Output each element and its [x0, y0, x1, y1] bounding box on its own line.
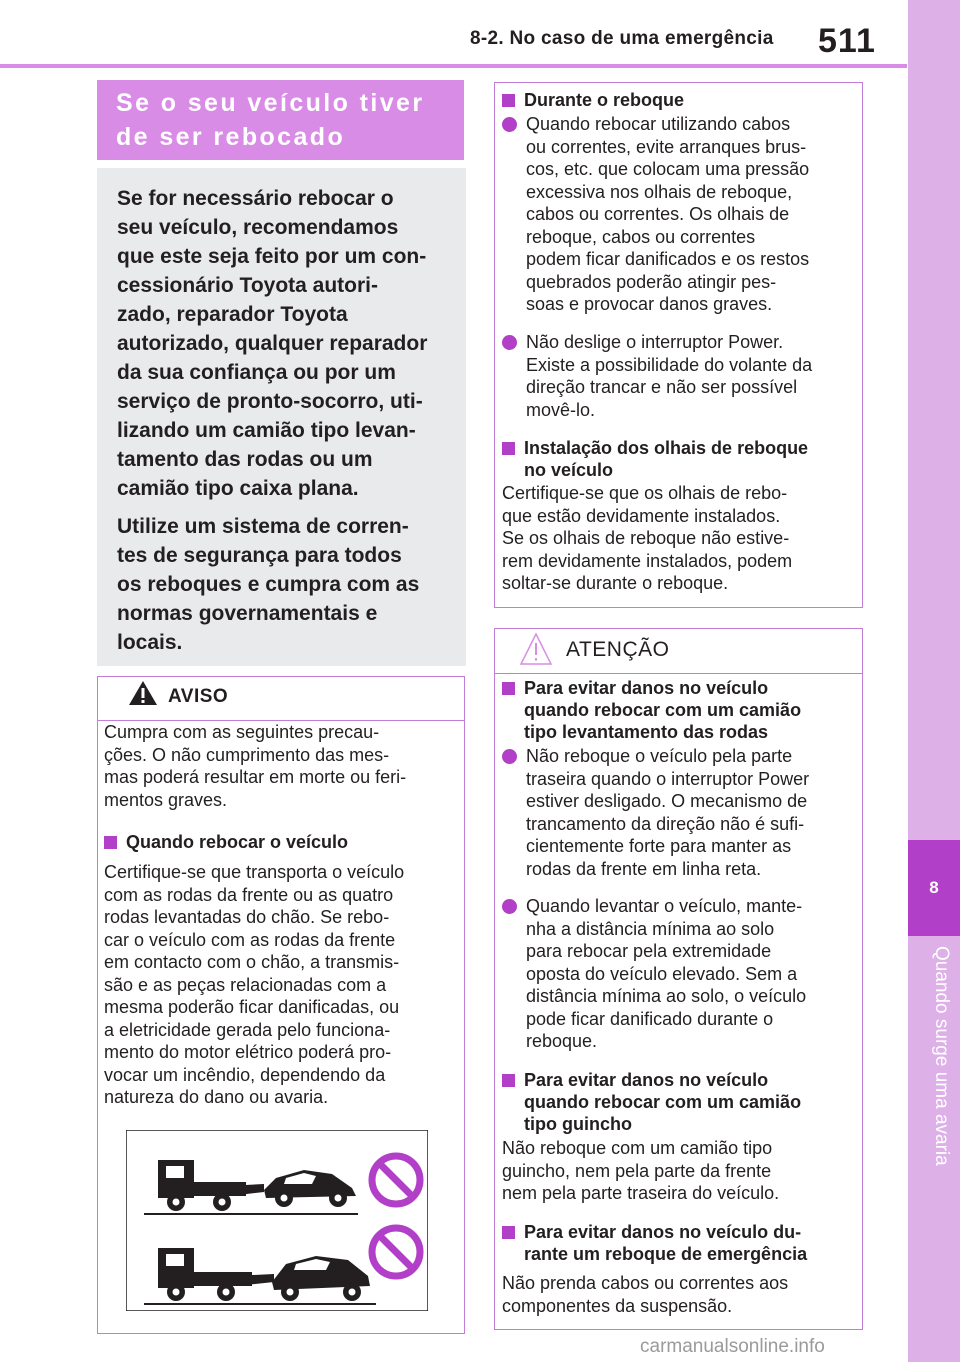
text-line: quebrados poderão atingir pes- — [526, 271, 777, 292]
text-line: rante um reboque de emergência — [524, 1244, 808, 1264]
text-line: reboque, cabos ou correntes — [526, 226, 756, 247]
heading-sling-type — [502, 1069, 869, 1135]
text-line: distância mínima ao solo, o veículo — [526, 986, 807, 1006]
text-line: locais. — [117, 631, 183, 654]
text-line: excessiva nos olhais de reboque, — [526, 181, 793, 202]
caution-triangle-icon — [520, 632, 552, 666]
text-line: reboque. — [526, 1031, 598, 1051]
header-rule — [0, 64, 907, 68]
text-line: seu veículo, recomendamos — [117, 216, 399, 239]
aviso-title: AVISO — [168, 686, 229, 707]
text-line: podem ficar danificados e os restos — [526, 249, 810, 269]
aviso-paragraph — [104, 861, 456, 1109]
text-line: componentes da suspensão. — [502, 1295, 733, 1316]
text-line: mento do motor elétrico poderá pro- — [104, 1042, 392, 1062]
text-line: rodas da frente em linha reta. — [526, 858, 762, 879]
heading-tow-eye-install — [502, 437, 869, 481]
text-line: car o veículo com as rodas da frente — [104, 929, 396, 950]
bullet-power-switch — [502, 331, 871, 421]
text-line: a eletricidade gerada pelo funciona- — [104, 1019, 391, 1040]
text-line: Existe a possibilidade do volante da — [526, 354, 813, 375]
towing-illustration — [126, 1130, 428, 1311]
heading-emergency-tow — [502, 1221, 869, 1265]
text-line: normas governamentais e — [117, 602, 378, 625]
chapter-title: Quando surge uma avaria — [931, 946, 952, 1166]
text-line: traseira quando o interruptor Power — [526, 768, 810, 789]
text-line: soltar-se durante o reboque. — [502, 573, 729, 593]
text-line: direção trancar e não ser possível — [526, 377, 798, 397]
text-line: Certifique-se que os olhais de rebo- — [502, 483, 788, 503]
text-line: cessionário Toyota autori- — [117, 274, 378, 297]
text-line: que este seja feito por um con- — [117, 245, 427, 268]
text-line: soas e provocar danos graves. — [526, 294, 773, 314]
text-line: com as rodas da frente ou as quatro — [104, 884, 394, 905]
text-line: lizando um camião tipo levan- — [117, 419, 416, 442]
atencao-title: ATENÇÃO — [566, 638, 670, 661]
text-line: Quando levantar o veículo, mante- — [526, 896, 803, 916]
text-line: Não reboque o veículo pela parte — [526, 746, 793, 766]
aviso-intro-text — [104, 721, 456, 811]
text-line: tes de segurança para todos — [117, 544, 402, 567]
bullet-ground-clearance — [502, 895, 871, 1053]
text-line: para rebocar pela extremidade — [526, 941, 772, 961]
paragraph-emergency-tow — [502, 1272, 847, 1317]
text-line: Para evitar danos no veículo du- — [524, 1222, 802, 1242]
bullet-towing-cables — [502, 113, 871, 316]
text-line: nem pela parte traseira do veículo. — [502, 1183, 780, 1203]
text-line: Se os olhais de reboque não estive- — [502, 528, 790, 548]
paragraph-sling-type — [502, 1137, 847, 1205]
watermark: carmanualsonline.info — [640, 1336, 825, 1357]
text-line: quando rebocar com um camião — [524, 1092, 802, 1112]
text-line: ou correntes, evite arranques brus- — [526, 136, 807, 157]
warning-triangle-icon — [128, 679, 158, 707]
text-line: guincho, nem pela parte da frente — [502, 1160, 772, 1181]
text-line: os reboques e cumpra com as — [117, 573, 420, 596]
text-line: vocar um incêndio, dependendo da — [104, 1064, 386, 1085]
text-line: são e as peças relacionadas com a — [104, 974, 387, 995]
text-line: Não reboque com um camião tipo — [502, 1138, 773, 1158]
text-line: autorizado, qualquer reparador — [117, 332, 428, 355]
section-title: Se o seu veículo tiver de ser rebocado — [116, 89, 425, 151]
text-line: cabos ou correntes. Os olhais de — [526, 204, 790, 224]
text-line: que estão devidamente instalados. — [502, 505, 781, 526]
text-line: quando rebocar com um camião — [524, 700, 802, 720]
heading-during-towing: Durante o reboque — [502, 89, 869, 111]
text-line: Se for necessário rebocar o — [117, 187, 394, 210]
paragraph-tow-eye — [502, 482, 847, 595]
text-line: Cumpra com as seguintes precau- — [104, 722, 380, 742]
text-line: Certifique-se que transporta o veículo — [104, 862, 405, 882]
text-line: mentos graves. — [104, 789, 228, 810]
text-line: da sua confiança ou por um — [117, 361, 396, 384]
text-line: trancamento da direção não é sufi- — [526, 813, 805, 834]
text-line: Para evitar danos no veículo — [524, 678, 769, 698]
text-line: nha a distância mínima ao solo — [526, 918, 775, 939]
text-line: zado, reparador Toyota — [117, 303, 348, 326]
bullet-no-rear-tow — [502, 745, 871, 880]
text-line: pode ficar danificado durante o — [526, 1008, 774, 1029]
text-line: no veículo — [524, 460, 614, 480]
text-line: tipo guincho — [524, 1114, 632, 1134]
text-line: Não deslige o interruptor Power. — [526, 332, 784, 352]
text-line: cos, etc. que colocam uma pressão — [526, 159, 810, 179]
text-line: Não prenda cabos ou correntes aos — [502, 1273, 789, 1293]
text-line: movê-lo. — [526, 399, 596, 420]
text-line: Quando rebocar utilizando cabos — [526, 114, 791, 134]
text-line: mas poderá resultar em morte ou feri- — [104, 767, 407, 787]
intro-paragraph-1 — [117, 184, 452, 503]
text-line: Utilize um sistema de corren- — [117, 515, 409, 538]
aviso-heading: Quando rebocar o veículo — [104, 831, 466, 853]
text-line: ções. O não cumprimento das mes- — [104, 744, 390, 765]
text-line: rodas levantadas do chão. Se rebo- — [104, 907, 390, 927]
text-line: oposta do veículo elevado. Sem a — [526, 963, 798, 984]
text-line: em contacto com o chão, a transmis- — [104, 952, 400, 972]
section-header: 8-2. No caso de uma emergência — [470, 28, 774, 49]
text-line: tamento das rodas ou um — [117, 448, 373, 471]
text-line: Instalação dos olhais de reboque — [524, 438, 809, 458]
text-line: natureza do dano ou avaria. — [104, 1087, 329, 1107]
text-line: estiver desligado. O mecanismo de — [526, 791, 808, 811]
text-line: camião tipo caixa plana. — [117, 477, 359, 500]
text-line: rem devidamente instalados, podem — [502, 550, 793, 571]
text-line: cientemente forte para manter as — [526, 836, 792, 856]
heading-wheel-lift — [502, 677, 869, 743]
page-number: 511 — [818, 22, 876, 60]
text-line: mesma poderão ficar danificadas, ou — [104, 997, 400, 1017]
chapter-number: 8 — [908, 840, 960, 936]
text-line: Para evitar danos no veículo — [524, 1070, 769, 1090]
text-line: serviço de pronto-socorro, uti- — [117, 390, 423, 413]
intro-paragraph-2 — [117, 512, 452, 657]
text-line: tipo levantamento das rodas — [524, 722, 769, 742]
